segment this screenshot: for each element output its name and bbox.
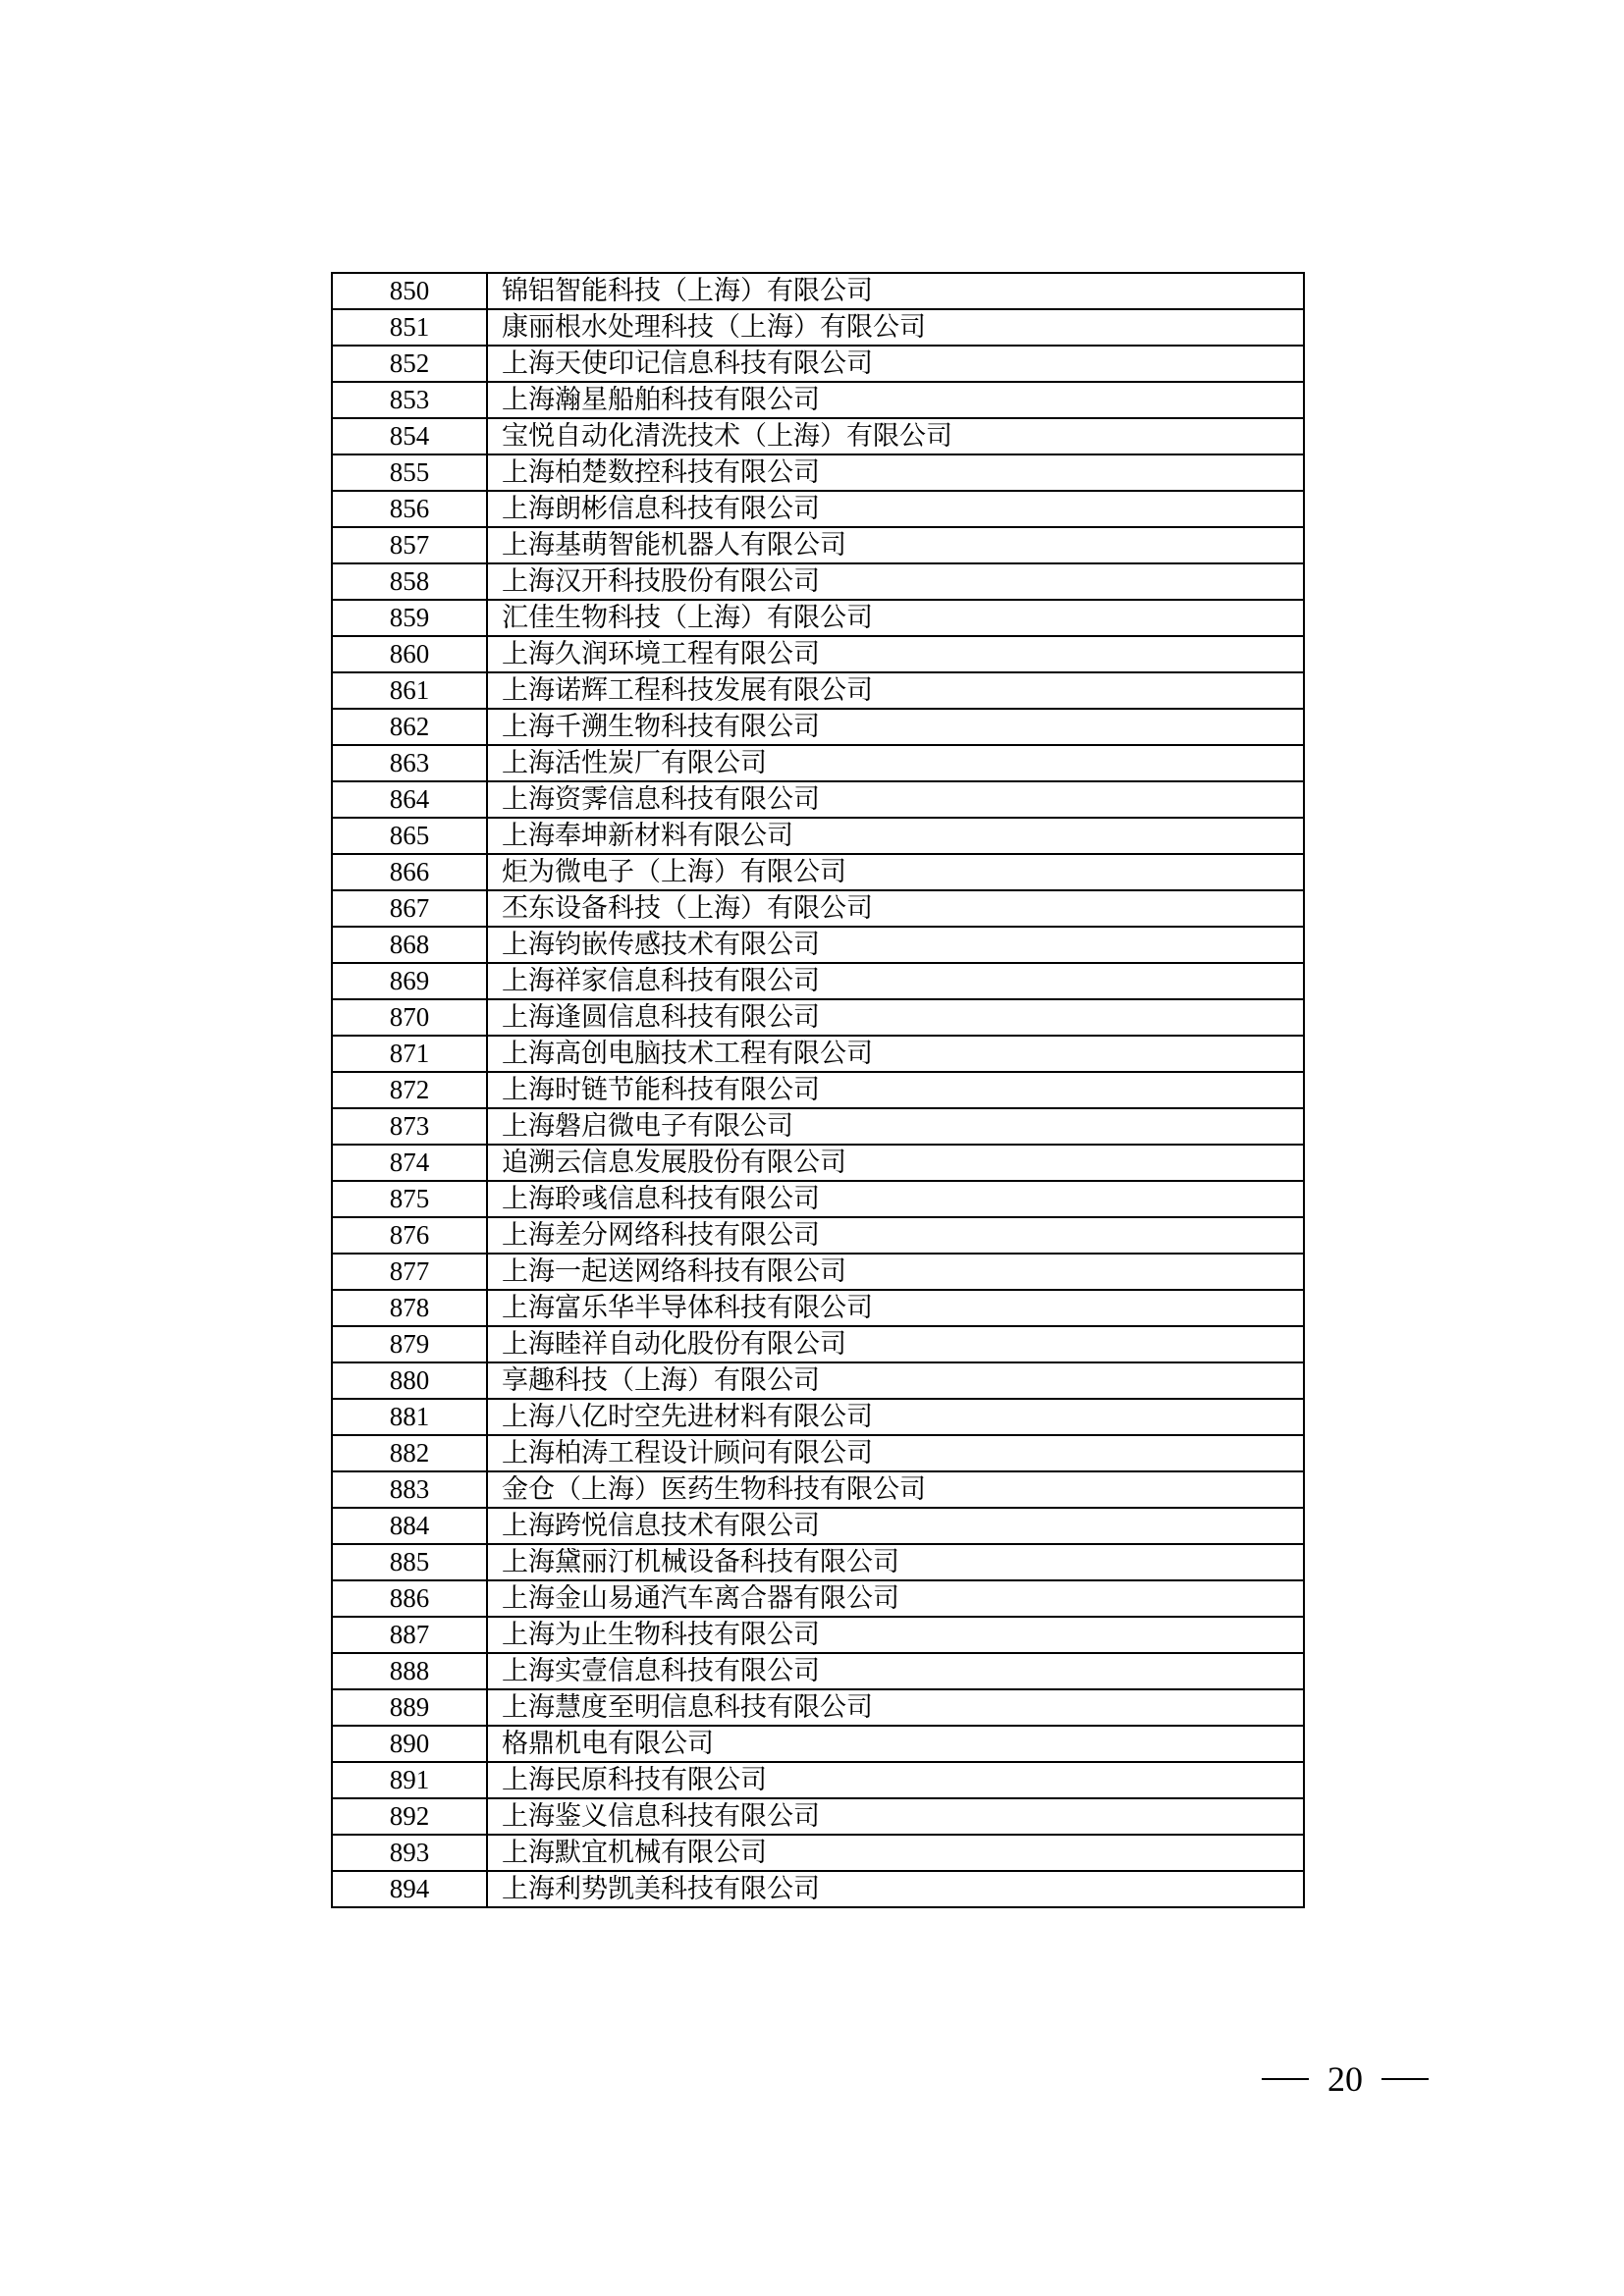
table-row	[332, 1544, 1304, 1580]
row-number-cell: 879	[332, 1326, 487, 1362]
table-row	[332, 346, 1304, 382]
table-row	[332, 1762, 1304, 1798]
row-number-cell: 867	[332, 890, 487, 927]
row-number-cell: 862	[332, 709, 487, 745]
company-list-table	[331, 272, 1305, 1908]
table-row	[332, 1435, 1304, 1471]
table-row	[332, 1181, 1304, 1217]
company-name-cell: 金仓（上海）医药生物科技有限公司	[487, 1471, 1304, 1508]
company-name-cell: 上海八亿时空先进材料有限公司	[487, 1399, 1304, 1435]
row-number-cell: 858	[332, 563, 487, 600]
table-row	[332, 1871, 1304, 1907]
page-footer	[1262, 2055, 1429, 2104]
row-number-cell: 861	[332, 672, 487, 709]
row-number-cell: 859	[332, 600, 487, 636]
company-name-cell: 康丽根水处理科技（上海）有限公司	[487, 309, 1304, 346]
company-name-cell: 上海朗彬信息科技有限公司	[487, 491, 1304, 527]
company-name-cell: 上海富乐华半导体科技有限公司	[487, 1290, 1304, 1326]
row-number-cell: 886	[332, 1580, 487, 1617]
table-row	[332, 999, 1304, 1036]
row-number-cell: 877	[332, 1254, 487, 1290]
company-name-cell: 上海活性炭厂有限公司	[487, 745, 1304, 781]
company-name-cell: 宝悦自动化清洗技术（上海）有限公司	[487, 418, 1304, 454]
row-number-cell: 857	[332, 527, 487, 563]
table-row	[332, 890, 1304, 927]
row-number-cell: 890	[332, 1726, 487, 1762]
company-name-cell: 上海逢圆信息科技有限公司	[487, 999, 1304, 1036]
table-row	[332, 1508, 1304, 1544]
row-number-cell: 881	[332, 1399, 487, 1435]
company-name-cell: 上海祥家信息科技有限公司	[487, 963, 1304, 999]
company-name-cell: 上海柏涛工程设计顾问有限公司	[487, 1435, 1304, 1471]
table-row	[332, 1580, 1304, 1617]
company-name-cell: 上海柏楚数控科技有限公司	[487, 454, 1304, 491]
table-row	[332, 1726, 1304, 1762]
table-row	[332, 1254, 1304, 1290]
row-number-cell: 872	[332, 1072, 487, 1108]
company-name-cell: 格鼎机电有限公司	[487, 1726, 1304, 1762]
table-row	[332, 1072, 1304, 1108]
table-row	[332, 563, 1304, 600]
table-row	[332, 1399, 1304, 1435]
table-row	[332, 636, 1304, 672]
company-name-cell: 享趣科技（上海）有限公司	[487, 1362, 1304, 1399]
row-number-cell: 888	[332, 1653, 487, 1689]
table-row	[332, 818, 1304, 854]
table-row	[332, 491, 1304, 527]
company-name-cell: 炬为微电子（上海）有限公司	[487, 854, 1304, 890]
company-name-cell: 汇佳生物科技（上海）有限公司	[487, 600, 1304, 636]
company-name-cell: 上海默宜机械有限公司	[487, 1835, 1304, 1871]
company-name-cell: 上海千溯生物科技有限公司	[487, 709, 1304, 745]
row-number-cell: 887	[332, 1617, 487, 1653]
company-name-cell: 上海民原科技有限公司	[487, 1762, 1304, 1798]
row-number-cell: 865	[332, 818, 487, 854]
table-row	[332, 527, 1304, 563]
row-number-cell: 855	[332, 454, 487, 491]
row-number-cell: 864	[332, 781, 487, 818]
company-name-cell: 上海天使印记信息科技有限公司	[487, 346, 1304, 382]
row-number-cell: 870	[332, 999, 487, 1036]
table-row	[332, 1326, 1304, 1362]
company-name-cell: 上海鉴义信息科技有限公司	[487, 1798, 1304, 1835]
company-name-cell: 上海慧度至明信息科技有限公司	[487, 1689, 1304, 1726]
company-name-cell: 上海睦祥自动化股份有限公司	[487, 1326, 1304, 1362]
row-number-cell: 866	[332, 854, 487, 890]
row-number-cell: 885	[332, 1544, 487, 1580]
table-row	[332, 1217, 1304, 1254]
table-row	[332, 454, 1304, 491]
row-number-cell: 884	[332, 1508, 487, 1544]
table-row	[332, 418, 1304, 454]
company-name-cell: 上海奉坤新材料有限公司	[487, 818, 1304, 854]
table-row	[332, 1036, 1304, 1072]
company-name-cell: 上海基萌智能机器人有限公司	[487, 527, 1304, 563]
company-name-cell: 上海实壹信息科技有限公司	[487, 1653, 1304, 1689]
table-row	[332, 1617, 1304, 1653]
row-number-cell: 869	[332, 963, 487, 999]
table-row	[332, 927, 1304, 963]
table-row	[332, 672, 1304, 709]
row-number-cell: 894	[332, 1871, 487, 1907]
row-number-cell: 852	[332, 346, 487, 382]
row-number-cell: 873	[332, 1108, 487, 1145]
table-row	[332, 1290, 1304, 1326]
row-number-cell: 875	[332, 1181, 487, 1217]
company-name-cell: 上海高创电脑技术工程有限公司	[487, 1036, 1304, 1072]
company-name-cell: 上海资霁信息科技有限公司	[487, 781, 1304, 818]
table-row	[332, 1362, 1304, 1399]
row-number-cell: 878	[332, 1290, 487, 1326]
company-name-cell: 上海瀚星船舶科技有限公司	[487, 382, 1304, 418]
company-name-cell: 上海差分网络科技有限公司	[487, 1217, 1304, 1254]
company-name-cell: 上海为止生物科技有限公司	[487, 1617, 1304, 1653]
company-name-cell: 上海跨悦信息技术有限公司	[487, 1508, 1304, 1544]
table-row	[332, 745, 1304, 781]
company-name-cell: 上海利势凯美科技有限公司	[487, 1871, 1304, 1907]
row-number-cell: 891	[332, 1762, 487, 1798]
row-number-cell: 853	[332, 382, 487, 418]
table-row	[332, 854, 1304, 890]
company-name-cell: 上海一起送网络科技有限公司	[487, 1254, 1304, 1290]
company-name-cell: 上海聆彧信息科技有限公司	[487, 1181, 1304, 1217]
row-number-cell: 863	[332, 745, 487, 781]
company-name-cell: 丕东设备科技（上海）有限公司	[487, 890, 1304, 927]
row-number-cell: 868	[332, 927, 487, 963]
row-number-cell: 856	[332, 491, 487, 527]
row-number-cell: 892	[332, 1798, 487, 1835]
row-number-cell: 889	[332, 1689, 487, 1726]
company-name-cell: 上海钧嵌传感技术有限公司	[487, 927, 1304, 963]
table-row	[332, 309, 1304, 346]
company-name-cell: 上海磐启微电子有限公司	[487, 1108, 1304, 1145]
table-row	[332, 273, 1304, 309]
company-name-cell: 追溯云信息发展股份有限公司	[487, 1145, 1304, 1181]
page-number-left-dash	[1262, 2078, 1309, 2080]
company-name-cell: 上海诺辉工程科技发展有限公司	[487, 672, 1304, 709]
table-row	[332, 382, 1304, 418]
row-number-cell: 893	[332, 1835, 487, 1871]
company-name-cell: 上海汉开科技股份有限公司	[487, 563, 1304, 600]
table-row	[332, 709, 1304, 745]
table-row	[332, 1471, 1304, 1508]
table-row	[332, 963, 1304, 999]
table-row	[332, 1689, 1304, 1726]
row-number-cell: 880	[332, 1362, 487, 1399]
row-number-cell: 851	[332, 309, 487, 346]
page-number: 20	[1327, 2059, 1363, 2099]
table-row	[332, 1798, 1304, 1835]
row-number-cell: 860	[332, 636, 487, 672]
company-name-cell: 上海久润环境工程有限公司	[487, 636, 1304, 672]
company-name-cell: 上海时链节能科技有限公司	[487, 1072, 1304, 1108]
table-row	[332, 1653, 1304, 1689]
row-number-cell: 850	[332, 273, 487, 309]
row-number-cell: 874	[332, 1145, 487, 1181]
company-name-cell: 锦铝智能科技（上海）有限公司	[487, 273, 1304, 309]
company-name-cell: 上海金山易通汽车离合器有限公司	[487, 1580, 1304, 1617]
company-name-cell: 上海黛丽汀机械设备科技有限公司	[487, 1544, 1304, 1580]
table-row	[332, 1835, 1304, 1871]
table-row	[332, 1145, 1304, 1181]
row-number-cell: 871	[332, 1036, 487, 1072]
row-number-cell: 876	[332, 1217, 487, 1254]
company-list-body	[332, 273, 1304, 1907]
table-row	[332, 781, 1304, 818]
row-number-cell: 883	[332, 1471, 487, 1508]
table-row	[332, 1108, 1304, 1145]
row-number-cell: 854	[332, 418, 487, 454]
page-number-right-dash	[1381, 2078, 1429, 2080]
row-number-cell: 882	[332, 1435, 487, 1471]
table-row	[332, 600, 1304, 636]
